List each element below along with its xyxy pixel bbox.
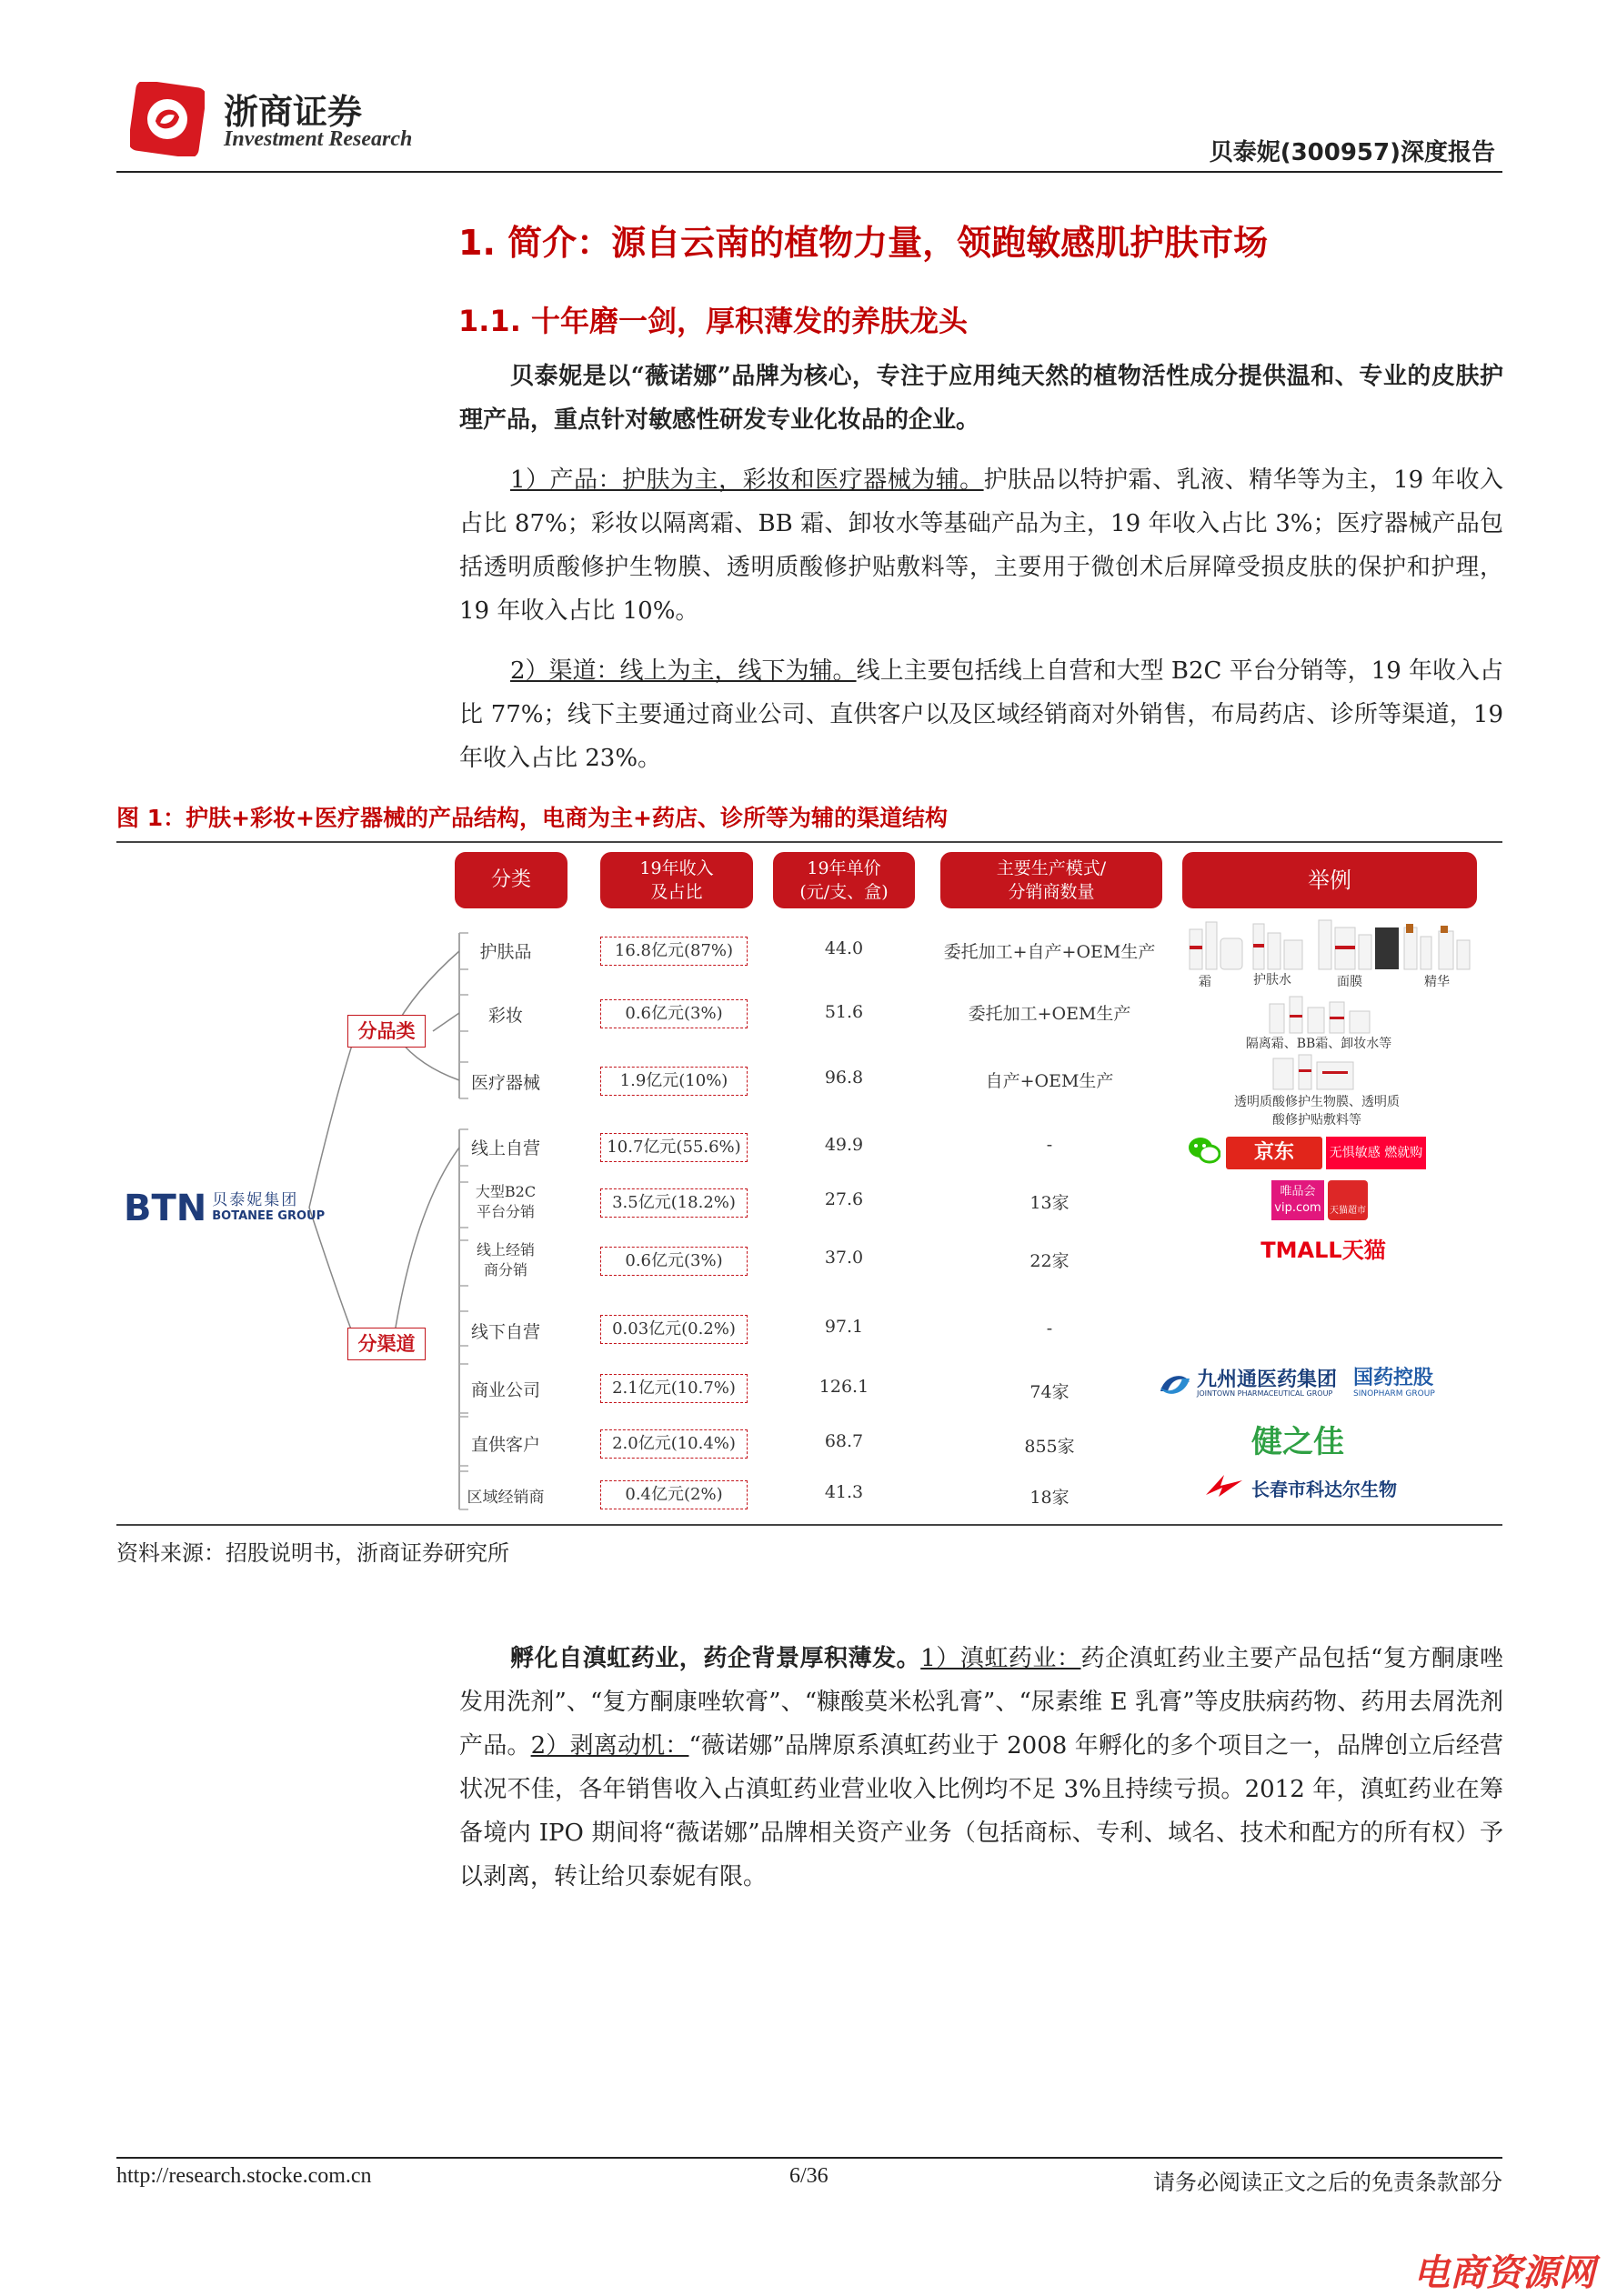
- row-1-category: 彩妆: [487, 1006, 523, 1026]
- skincare-label-toner: 护肤水: [1253, 973, 1291, 988]
- row-3-price: 49.9: [824, 1135, 864, 1155]
- channel-body: 线上主要包括线上自营和大型 B2C 平台分销等，19 年收入占比 77%；线下主要通过商业公司、直供客户以及区域经销商对外销售，布局药店、诊所等渠道，19 年收入占比 23%。: [459, 657, 1504, 772]
- row-0-revenue: 16.8亿元(87%): [600, 937, 748, 966]
- footer-divider: [116, 2157, 1502, 2159]
- hatch-point2-lead: 2）剥离动机：: [530, 1732, 689, 1760]
- kedaer-logo-icon: [1204, 1471, 1244, 1499]
- row-0-mode: 委托加工+自产+OEM生产: [943, 942, 1156, 962]
- hatch-point1-body: 药企滇虹药业主要产品包括“复方酮康唑发用洗剂”、“复方酮康唑软膏”、“糠酸莫米松乳膏”、“尿素维 E 乳膏”等皮肤病药物、药用去屑洗剂产品。: [459, 1645, 1503, 1760]
- row-3-category: 线上自营: [470, 1138, 540, 1158]
- header-example-label: 举例: [1308, 867, 1351, 893]
- row-8-mode: 855家: [1024, 1437, 1075, 1457]
- header-category: [455, 852, 567, 908]
- btn-logo-text: BTN: [124, 1188, 207, 1229]
- makeup-example-note: 隔离霜、BB霜、卸妆水等: [1245, 1037, 1392, 1051]
- row-9-mode: 18家: [1029, 1488, 1070, 1508]
- jianzhijia-logo: 健之佳: [1251, 1424, 1344, 1460]
- hatch-lead: 孵化自滇虹药业，药企背景厚积薄发。: [510, 1645, 921, 1672]
- row-8-revenue: 2.0亿元(10.4%): [600, 1429, 748, 1459]
- footer-disclaimer: 请务必阅读正文之后的免责条款部分: [1153, 2170, 1502, 2195]
- vip-logo: [1271, 1180, 1324, 1220]
- sinopharm-name-en: SINOPHARM GROUP: [1353, 1389, 1435, 1399]
- row-1-revenue: 0.6亿元(3%): [600, 999, 748, 1028]
- row-6-mode: -: [1046, 1318, 1053, 1338]
- header-price-line1: 19年单价: [807, 858, 881, 878]
- header-example: [1182, 852, 1477, 908]
- skincare-label-serum: 精华: [1424, 975, 1450, 989]
- product-lead: 1）产品：护肤为主，彩妆和医疗器械为辅。: [510, 466, 984, 494]
- skincare-label-mask: 面膜: [1337, 975, 1362, 989]
- sinopharm-name: 国药控股: [1353, 1367, 1434, 1389]
- row-1-price: 51.6: [824, 1002, 864, 1022]
- watermark: 电商资源网: [1413, 2252, 1595, 2294]
- page-number: 6/36: [789, 2164, 829, 2188]
- subsection-heading: 1.1. 十年磨一剑，厚积薄发的养肤龙头: [458, 304, 968, 338]
- row-7-revenue: 2.1亿元(10.7%): [600, 1374, 748, 1403]
- header-category-label: 分类: [490, 868, 531, 891]
- row-0-price: 44.0: [824, 938, 864, 958]
- row-9-price: 41.3: [824, 1482, 864, 1502]
- vip-logo-cn: 唯品会: [1280, 1185, 1316, 1198]
- row-4-revenue: 3.5亿元(18.2%): [600, 1188, 748, 1218]
- footer-url[interactable]: http://research.stocke.com.cn: [116, 2164, 372, 2188]
- row-3-mode: -: [1046, 1135, 1053, 1155]
- brand-name-en: Investment Research: [224, 127, 413, 151]
- row-7-mode: 74家: [1029, 1382, 1070, 1402]
- row-7-price: 126.1: [819, 1377, 869, 1397]
- makeup-products-image: [1260, 995, 1379, 1035]
- row-6-price: 97.1: [824, 1317, 864, 1337]
- row-2-category: 医疗器械: [470, 1073, 540, 1093]
- wechat-icon: [1188, 1135, 1220, 1166]
- row-5-category-line2: 商分销: [483, 1261, 527, 1278]
- hatch-paragraph: [459, 1637, 1503, 1899]
- botanee-logo: [124, 1188, 325, 1229]
- kedaer-name: 长春市科达尔生物: [1251, 1479, 1397, 1500]
- row-5-revenue: 0.6亿元(3%): [600, 1247, 748, 1276]
- vip-logo-en: vip.com: [1274, 1201, 1321, 1215]
- row-9-revenue: 0.4亿元(2%): [600, 1480, 748, 1509]
- jointown-logo-icon: [1157, 1368, 1193, 1400]
- row-1-mode: 委托加工+OEM生产: [968, 1004, 1131, 1024]
- jointown-name-en: JOINTOWN PHARMACEUTICAL GROUP: [1197, 1389, 1333, 1398]
- channel-lead: 2）渠道：线上为主，线下为辅。: [510, 657, 857, 685]
- row-3-revenue: 10.7亿元(55.6%): [600, 1133, 748, 1162]
- header-price-line2: (元/支、盒): [799, 882, 889, 902]
- tmall-supermarket-logo: 天猫超市: [1328, 1180, 1368, 1220]
- header-revenue-line2: 及占比: [650, 882, 703, 902]
- row-2-price: 96.8: [824, 1068, 864, 1088]
- row-5-price: 37.0: [824, 1248, 864, 1268]
- jd-logo: 京东: [1226, 1137, 1322, 1169]
- row-0-category: 护肤品: [479, 942, 532, 962]
- tmall-logo: TMALL天猫: [1257, 1235, 1390, 1266]
- header-mode-line1: 主要生产模式/: [996, 858, 1107, 878]
- header-revenue-line1: 19年收入: [639, 858, 714, 878]
- header-revenue: [600, 852, 753, 908]
- group-product-box: 分品类: [347, 1015, 426, 1048]
- figure-source: 资料来源：招股说明书，浙商证券研究所: [116, 1540, 509, 1566]
- hatch-point2-body: “薇诺娜”品牌原系滇虹药业于 2008 年孵化的多个项目之一，品牌创立后经营状况不佳，各年销售收入占滇虹药业营业收入比例均不足 3%且持续亏损。2012 年，滇虹药业在筹备境内 IPO 期间将“薇诺娜”品牌相关资产业务（包括商标、专利、域名、技术和配方的所有权）予以剥离，转让给贝泰妮有限。: [459, 1732, 1503, 1890]
- header-price: [773, 852, 915, 908]
- brand-name-cn: 浙商证券: [224, 92, 363, 132]
- skincare-label-cream: 霜: [1199, 975, 1211, 989]
- tmall-promo-banner: 无惧敏感 燃就购了: [1326, 1137, 1426, 1169]
- row-4-category-line1: 大型B2C: [475, 1183, 537, 1200]
- intro-text: 贝泰妮是以“薇诺娜”品牌为核心，专注于应用纯天然的植物活性成分提供温和、专业的皮肤护理产品，重点针对敏感性研发专业化妆品的企业。: [459, 363, 1503, 434]
- row-4-mode: 13家: [1029, 1193, 1070, 1213]
- row-8-category: 直供客户: [470, 1435, 540, 1455]
- report-title: 贝泰妮(300957)深度报告: [1209, 139, 1495, 166]
- row-6-category: 线下自营: [470, 1322, 540, 1342]
- skincare-products-image: [1182, 918, 1482, 973]
- figure-bottom-rule: [116, 1524, 1502, 1526]
- row-6-revenue: 0.03亿元(0.2%): [600, 1315, 748, 1344]
- row-4-category-line2: 平台分销: [476, 1203, 535, 1220]
- medical-device-image: [1266, 1053, 1366, 1091]
- section-heading: 1. 简介：源自云南的植物力量，领跑敏感肌护肤市场: [458, 223, 1269, 263]
- row-2-mode: 自产+OEM生产: [985, 1071, 1114, 1091]
- row-9-category: 区域经销商: [467, 1489, 545, 1507]
- device-note-line1: 透明质酸修护生物膜、透明质: [1234, 1095, 1400, 1109]
- row-5-category-line1: 线上经销: [476, 1241, 535, 1258]
- figure-title: 图 1：护肤+彩妆+医疗器械的产品结构，电商为主+药店、诊所等为辅的渠道结构: [116, 805, 948, 831]
- row-5-mode: 22家: [1029, 1251, 1070, 1271]
- product-body: 护肤品以特护霜、乳液、精华等为主，19 年收入占比 87%；彩妆以隔离霜、BB 霜、卸妆水等基础产品为主，19 年收入占比 3%；医疗器械产品包括透明质酸修护生物膜、透明质酸修护贴敷料等，主要用于微创术后屏障受损皮肤的保护和护理，19 年收入占比 10%。: [459, 466, 1503, 625]
- row-7-category: 商业公司: [470, 1380, 540, 1400]
- device-note-line2: 酸修护贴敷料等: [1272, 1113, 1361, 1128]
- company-name-cn: 贝泰妮集团: [212, 1191, 299, 1209]
- row-4-category: [455, 1182, 557, 1222]
- row-2-revenue: 1.9亿元(10%): [600, 1067, 748, 1096]
- hatch-point1-lead: 1）滇虹药业：: [920, 1645, 1081, 1672]
- header-mode: [940, 852, 1162, 908]
- group-channel-box: 分渠道: [347, 1328, 426, 1360]
- company-name-en: BOTANEE GROUP: [212, 1209, 326, 1223]
- row-5-category: [455, 1240, 557, 1280]
- row-8-price: 68.7: [824, 1431, 864, 1451]
- jointown-name: 九州通医药集团: [1197, 1369, 1338, 1391]
- row-4-price: 27.6: [824, 1189, 864, 1209]
- header-mode-line2: 分销商数量: [1008, 882, 1095, 902]
